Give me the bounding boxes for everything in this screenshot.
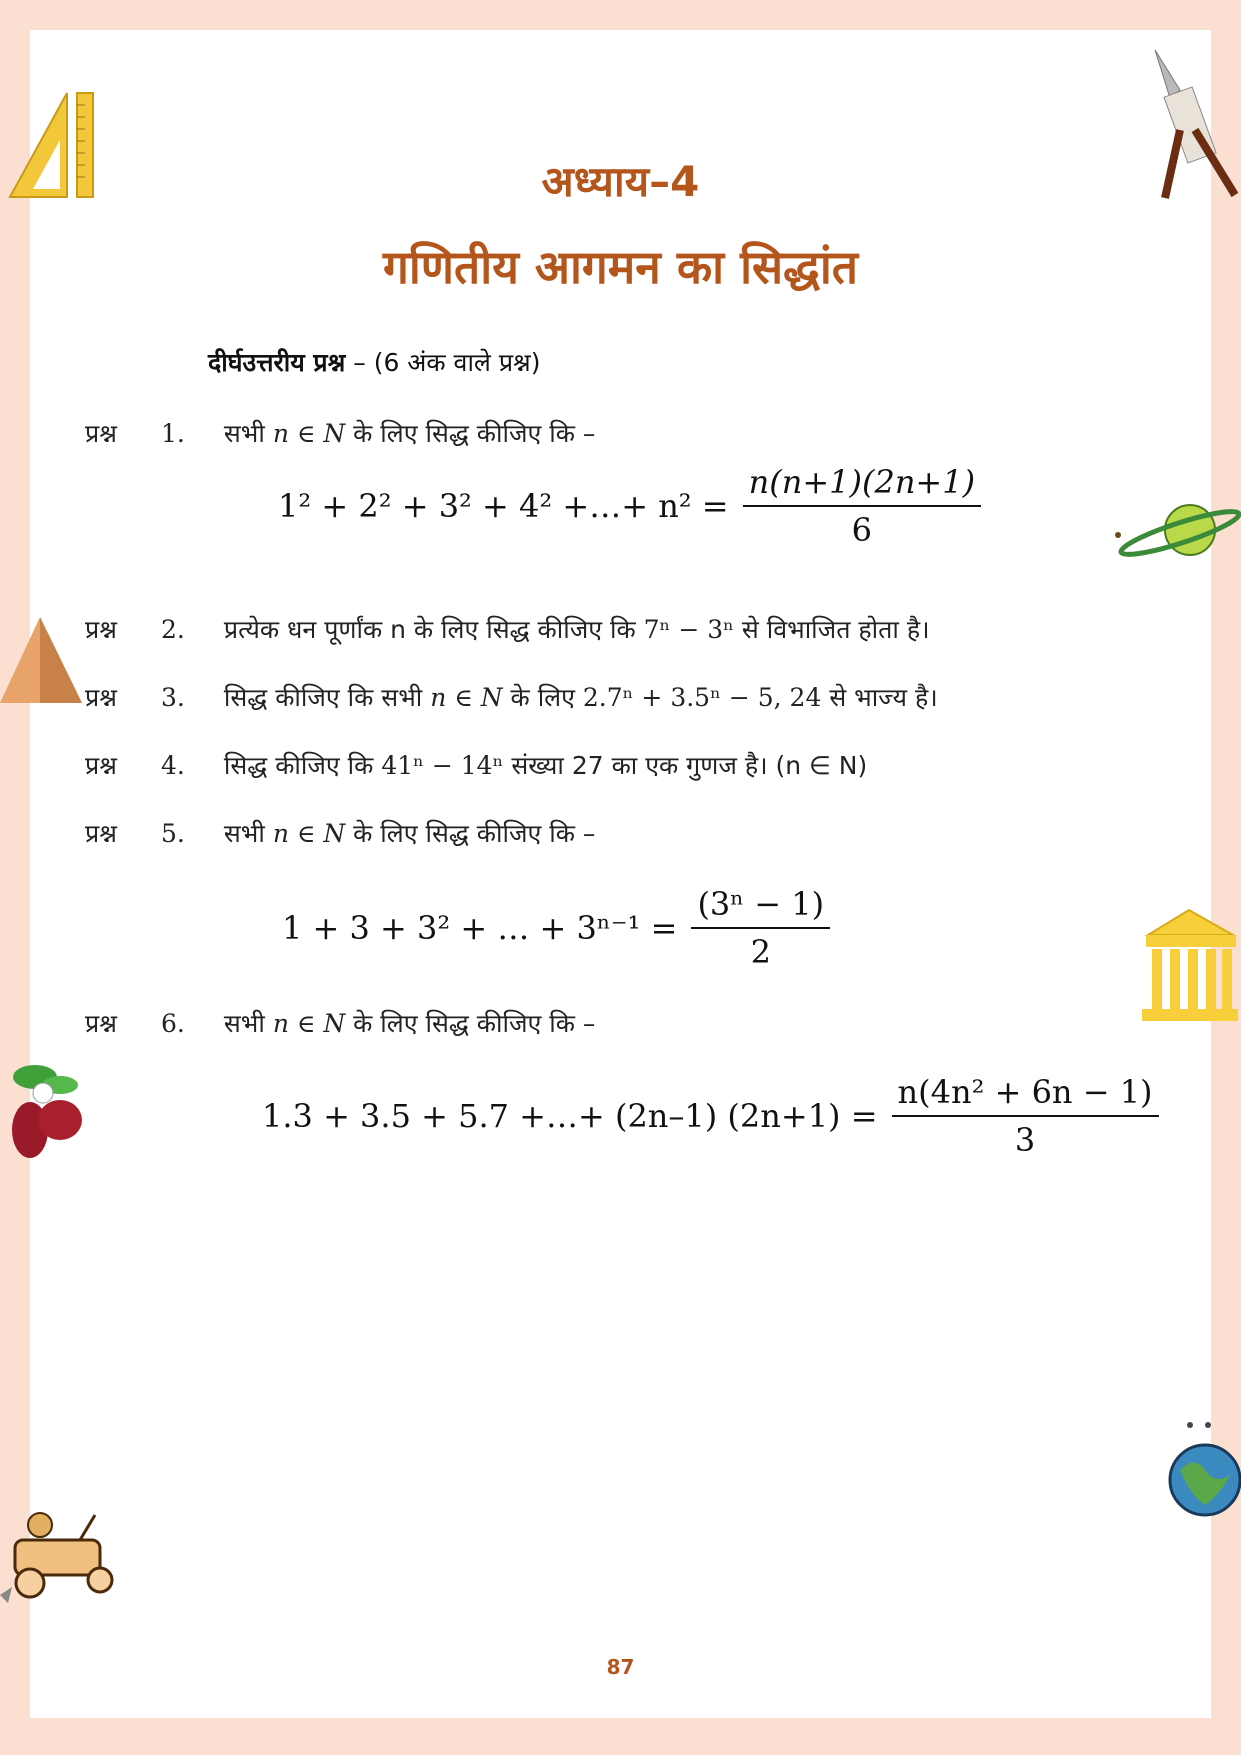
question-text: संख्या 27 का एक गुणज है। (n ∈ N) bbox=[511, 751, 868, 780]
question-number: 2. bbox=[160, 615, 185, 644]
fraction bbox=[691, 885, 830, 971]
fraction bbox=[892, 1073, 1159, 1159]
globe-icon bbox=[1160, 1415, 1241, 1525]
question-number: 3. bbox=[160, 683, 185, 712]
question-number: 4. bbox=[160, 751, 185, 780]
formula-5 bbox=[282, 885, 830, 971]
question-label: प्रश्न bbox=[85, 1009, 117, 1038]
question-number: 5. bbox=[160, 819, 185, 848]
math-expression: 41ⁿ − 14ⁿ bbox=[381, 751, 504, 780]
question-text: के लिए सिद्ध कीजिए कि – bbox=[353, 419, 596, 448]
question-text: के लिए bbox=[510, 683, 575, 712]
question-label: प्रश्न bbox=[85, 751, 117, 780]
question-number: 1. bbox=[160, 419, 185, 448]
cart-icon bbox=[0, 1505, 128, 1605]
planet-icon bbox=[1110, 495, 1241, 565]
pyramid-icon bbox=[0, 615, 85, 705]
question-2 bbox=[85, 612, 930, 646]
fraction-denominator: 6 bbox=[851, 511, 873, 549]
question-text: सभी bbox=[223, 419, 265, 448]
page-number: 87 bbox=[606, 1655, 635, 1679]
formula-1 bbox=[278, 463, 981, 549]
question-text: सभी bbox=[223, 819, 265, 848]
math-expression: 2.7ⁿ + 3.5ⁿ − 5, 24 bbox=[582, 683, 822, 712]
fraction-denominator: 3 bbox=[1014, 1121, 1036, 1159]
question-label: प्रश्न bbox=[85, 615, 117, 644]
math-expression: n ∈ N bbox=[272, 819, 346, 848]
section-heading-rest: – (6 अंक वाले प्रश्न) bbox=[345, 348, 541, 377]
section-heading bbox=[208, 345, 540, 379]
formula-lhs: 1² + 2² + 3² + 4² +…+ n² = bbox=[278, 487, 729, 525]
fraction bbox=[743, 463, 981, 549]
question-text: सिद्ध कीजिए कि सभी bbox=[223, 683, 423, 712]
math-expression: n ∈ N bbox=[430, 683, 503, 712]
formula-lhs: 1 + 3 + 3² + … + 3ⁿ⁻¹ = bbox=[282, 909, 678, 947]
section-heading-bold: दीर्घउत्तरीय प्रश्न bbox=[208, 348, 346, 377]
question-text: से भाज्य है। bbox=[829, 683, 938, 712]
temple-icon bbox=[1138, 905, 1241, 1025]
question-label: प्रश्न bbox=[85, 419, 117, 448]
question-text: सभी bbox=[223, 1009, 265, 1038]
fraction-numerator: (3ⁿ − 1) bbox=[691, 885, 830, 929]
question-5 bbox=[85, 816, 595, 850]
question-label: प्रश्न bbox=[85, 683, 117, 712]
math-expression: n ∈ N bbox=[272, 1009, 346, 1038]
question-3 bbox=[85, 680, 938, 714]
question-1 bbox=[85, 416, 595, 450]
formula-6 bbox=[262, 1073, 1159, 1159]
question-text: के लिए सिद्ध कीजिए कि – bbox=[353, 819, 596, 848]
question-number: 6. bbox=[160, 1009, 185, 1038]
question-6 bbox=[85, 1006, 595, 1040]
question-label: प्रश्न bbox=[85, 819, 117, 848]
math-expression: 7ⁿ − 3ⁿ bbox=[643, 615, 734, 644]
fruit-icon bbox=[5, 1055, 90, 1165]
fraction-numerator: n(4n² + 6n − 1) bbox=[892, 1073, 1159, 1117]
math-expression: n ∈ N bbox=[272, 419, 346, 448]
question-text: प्रत्येक धन पूर्णांक n के लिए सिद्ध कीजिए कि bbox=[223, 615, 636, 644]
fraction-denominator: 2 bbox=[750, 933, 771, 971]
fraction-numerator: n(n+1)(2n+1) bbox=[743, 463, 981, 507]
question-text: के लिए सिद्ध कीजिए कि – bbox=[353, 1009, 596, 1038]
question-text: सिद्ध कीजिए कि bbox=[223, 751, 374, 780]
question-4 bbox=[85, 748, 867, 782]
formula-lhs: 1.3 + 3.5 + 5.7 +…+ (2n–1) (2n+1) = bbox=[262, 1097, 878, 1135]
chapter-heading: अध्याय–4 bbox=[541, 157, 700, 206]
chapter-title: गणितीय आगमन का सिद्धांत bbox=[382, 240, 859, 294]
question-text: से विभाजित होता है। bbox=[741, 615, 930, 644]
